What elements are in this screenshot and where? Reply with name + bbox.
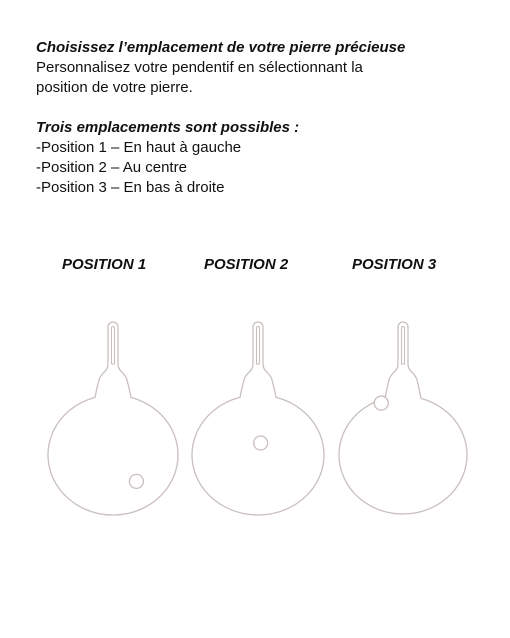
- option-position-2: -Position 2 – Au centre: [36, 159, 187, 176]
- stone-marker: [129, 474, 143, 488]
- position-1-label[interactable]: POSITION 1: [62, 256, 147, 273]
- pendant-position-2[interactable]: [192, 322, 324, 515]
- stone-marker: [374, 396, 388, 410]
- option-position-1: -Position 1 – En haut à gauche: [36, 139, 242, 156]
- options-heading: Trois emplacements sont possibles :: [36, 119, 300, 136]
- intro-text-line-1: Personnalisez votre pendentif en sélectionnant la: [36, 59, 363, 76]
- pendant-outline: [339, 322, 467, 514]
- stone-marker: [254, 436, 268, 450]
- pendant-position-3[interactable]: [339, 322, 467, 514]
- pendant-outline: [48, 322, 178, 515]
- position-2-label[interactable]: POSITION 2: [204, 256, 289, 273]
- option-position-3: -Position 3 – En bas à droite: [36, 179, 225, 196]
- position-3-label[interactable]: POSITION 3: [352, 256, 437, 273]
- stone-placement-heading: Choisissez l’emplacement de votre pierre précieuse: [36, 39, 406, 56]
- pendant-position-1[interactable]: [48, 322, 178, 515]
- intro-text-line-2: position de votre pierre.: [36, 79, 193, 96]
- pendant-outline: [192, 322, 324, 515]
